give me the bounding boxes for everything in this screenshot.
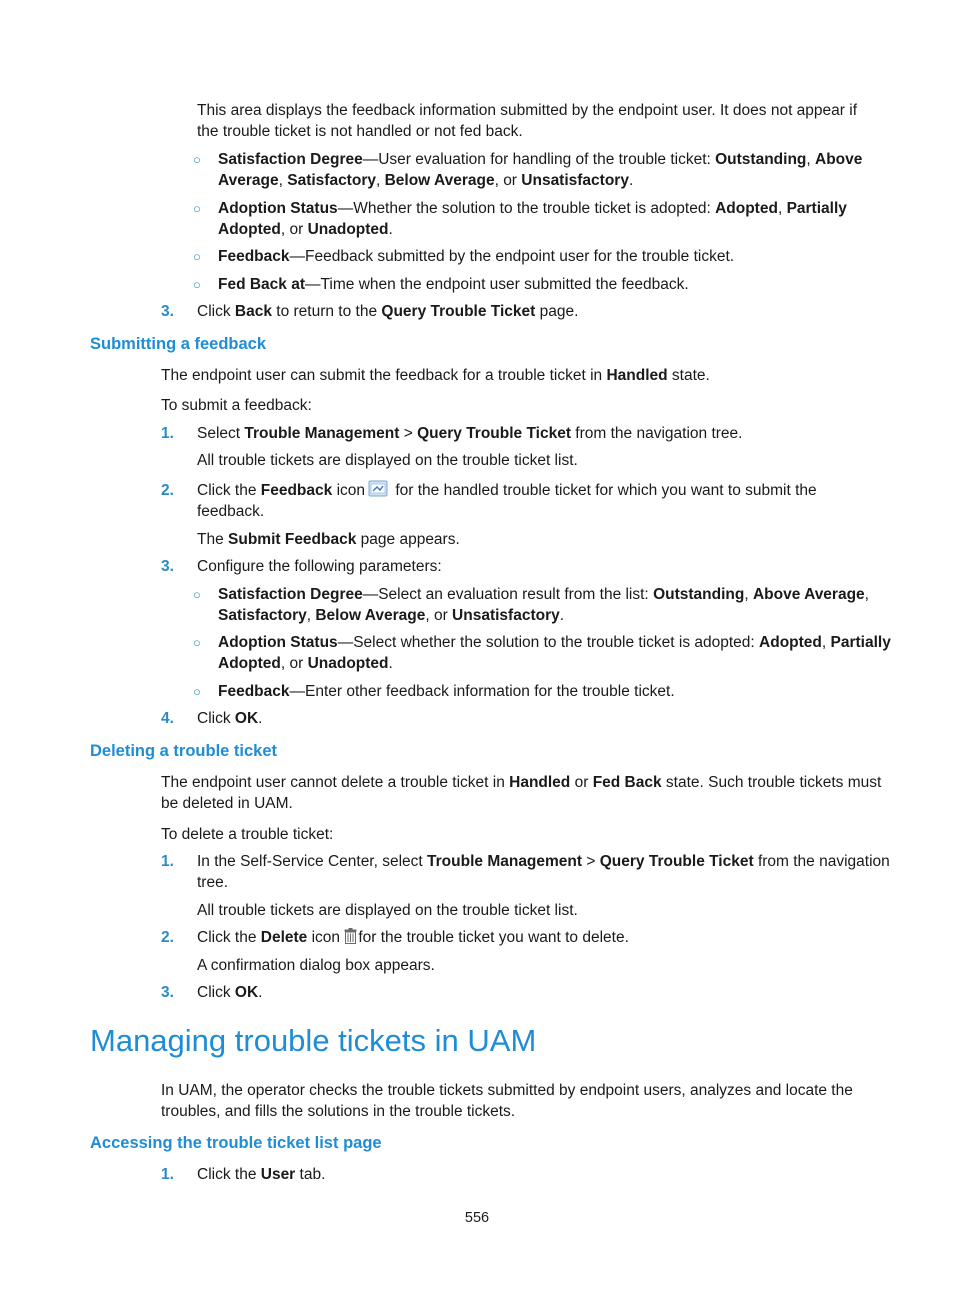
delete-step2-result: A confirmation dialog box appears. bbox=[197, 957, 435, 974]
manage-step1: Click the User tab. bbox=[197, 1166, 326, 1183]
intro-item-satisfaction: Satisfaction Degree—User evaluation for handling of the trouble ticket: Outstanding, Above bbox=[218, 151, 863, 168]
submit-item-feedback: Feedback—Enter other feedback information for the trouble ticket. bbox=[218, 683, 675, 700]
submit-step1-result: All trouble tickets are displayed on the trouble ticket list. bbox=[197, 452, 578, 469]
step-number: 3. bbox=[161, 303, 174, 320]
bullet-icon: ○ bbox=[193, 152, 201, 167]
intro-item-feedback: Feedback—Feedback submitted by the endpoint user for the trouble ticket. bbox=[218, 248, 735, 265]
delete-paragraph: The endpoint user cannot delete a trouble ticket in Handled or Fed Back state. Such trouble tickets must bbox=[161, 774, 882, 791]
submit-step3: Configure the following parameters: bbox=[197, 558, 442, 575]
intro-paragraph-line1: This area displays the feedback information submitted by the endpoint user. It does not appear if bbox=[197, 102, 858, 119]
intro-paragraph-line2: the trouble ticket is not handled or not fed back. bbox=[197, 123, 523, 140]
submit-step4: Click OK. bbox=[197, 710, 263, 727]
page-number: 556 bbox=[464, 1210, 490, 1226]
delete-step2: Click the Delete icon for the trouble ticket you want to delete. bbox=[197, 927, 629, 950]
submit-step2-line2: feedback. bbox=[197, 503, 265, 520]
intro-item-fedbackat: Fed Back at—Time when the endpoint user submitted the feedback. bbox=[218, 276, 689, 293]
feedback-icon bbox=[368, 480, 388, 503]
intro-item-adoption: Adoption Status—Whether the solution to the trouble ticket is adopted: Adopted, Partially bbox=[218, 200, 847, 217]
intro-item-adoption-line2: Adopted, or Unadopted. bbox=[218, 221, 393, 238]
step-number: 3. bbox=[161, 984, 174, 1001]
submit-paragraph: The endpoint user can submit the feedback for a trouble ticket in Handled state. bbox=[161, 367, 710, 384]
bullet-icon: ○ bbox=[193, 277, 201, 292]
submit-step1: Select Trouble Management > Query Trouble Ticket from the navigation tree. bbox=[197, 425, 743, 442]
step-number: 4. bbox=[161, 710, 174, 727]
heading-submitting-feedback: Submitting a feedback bbox=[90, 335, 267, 353]
submit-item-satisfaction-line2: Satisfactory, Below Average, or Unsatisfactory. bbox=[218, 607, 565, 624]
bullet-icon: ○ bbox=[193, 684, 201, 699]
bullet-icon: ○ bbox=[193, 635, 201, 650]
step-number: 2. bbox=[161, 482, 174, 499]
section-title-managing: Managing trouble tickets in UAM bbox=[90, 1023, 537, 1058]
submit-item-satisfaction: Satisfaction Degree—Select an evaluation result from the list: Outstanding, Above Average, bbox=[218, 586, 869, 603]
submit-intro: To submit a feedback: bbox=[161, 397, 312, 414]
trash-icon bbox=[344, 928, 357, 950]
step-number: 1. bbox=[161, 853, 174, 870]
delete-step3: Click OK. bbox=[197, 984, 263, 1001]
bullet-icon: ○ bbox=[193, 249, 201, 264]
step-number: 2. bbox=[161, 929, 174, 946]
delete-step1-result: All trouble tickets are displayed on the trouble ticket list. bbox=[197, 902, 578, 919]
delete-step1: In the Self-Service Center, select Trouble Management > Query Trouble Ticket from the navigation bbox=[197, 853, 890, 870]
step-number: 1. bbox=[161, 1166, 174, 1183]
delete-intro: To delete a trouble ticket: bbox=[161, 826, 334, 843]
manage-paragraph: In UAM, the operator checks the trouble tickets submitted by endpoint users, analyzes and locate the bbox=[161, 1082, 853, 1099]
intro-step3: Click Back to return to the Query Trouble Ticket page. bbox=[197, 303, 579, 320]
delete-step1-line2: tree. bbox=[197, 874, 229, 891]
bullet-icon: ○ bbox=[193, 201, 201, 216]
submit-item-adoption: Adoption Status—Select whether the solution to the trouble ticket is adopted: Adopted, Partially bbox=[218, 634, 891, 651]
heading-deleting-ticket: Deleting a trouble ticket bbox=[90, 742, 278, 760]
manage-paragraph-line2: troubles, and fills the solutions in the trouble tickets. bbox=[161, 1103, 516, 1120]
heading-accessing-list: Accessing the trouble ticket list page bbox=[90, 1134, 382, 1152]
delete-paragraph-line2: be deleted in UAM. bbox=[161, 795, 293, 812]
submit-step2-result: The Submit Feedback page appears. bbox=[197, 531, 460, 548]
step-number: 1. bbox=[161, 425, 174, 442]
step-number: 3. bbox=[161, 558, 174, 575]
bullet-icon: ○ bbox=[193, 587, 201, 602]
intro-item-satisfaction-line2: Average, Satisfactory, Below Average, or Unsatisfactory. bbox=[218, 172, 634, 189]
submit-step2: Click the Feedback icon for the handled trouble ticket for which you want to submit the bbox=[197, 480, 817, 503]
submit-item-adoption-line2: Adopted, or Unadopted. bbox=[218, 655, 393, 672]
